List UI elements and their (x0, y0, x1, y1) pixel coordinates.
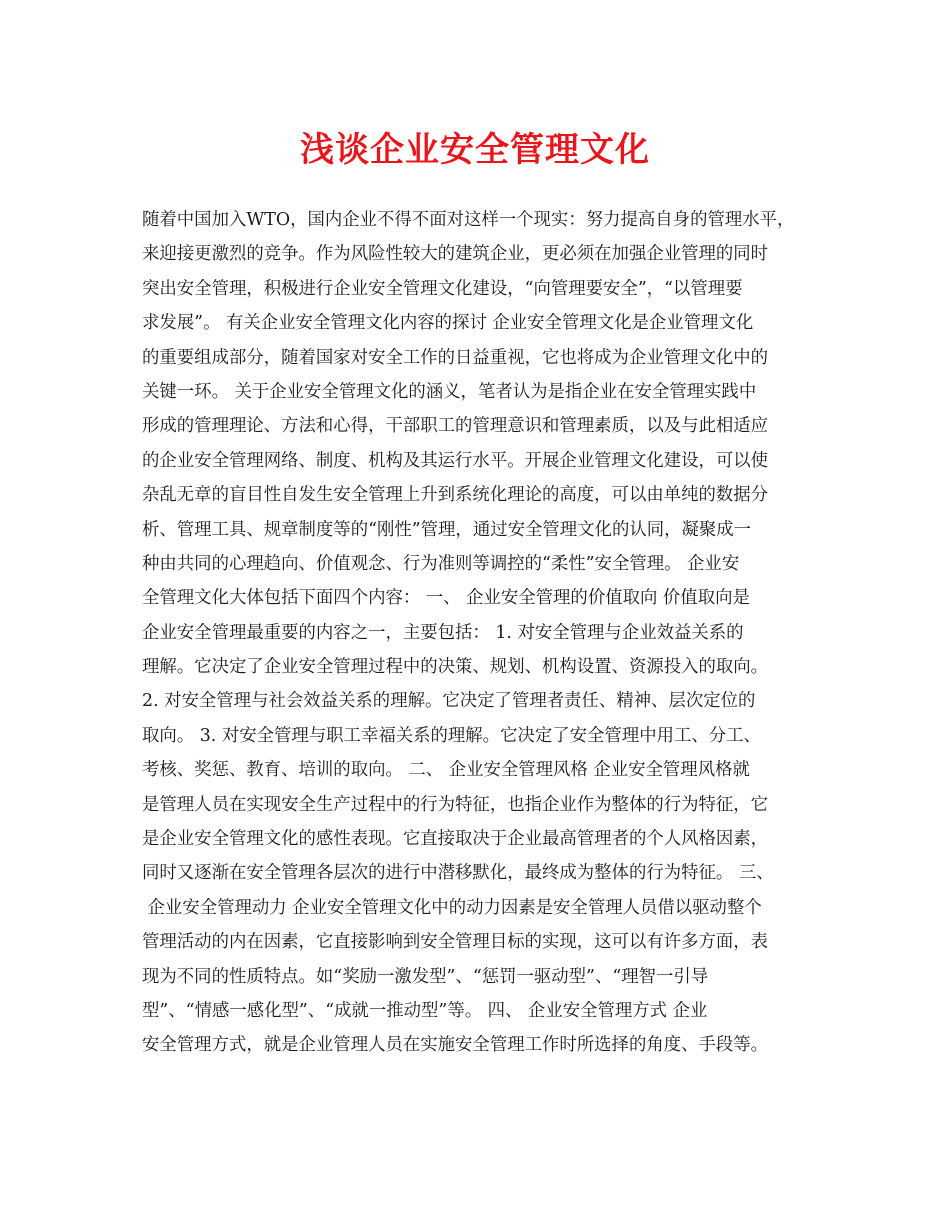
body-line: 企业安全管理动力 企业安全管理文化中的动力因素是安全管理人员借以驱动整个 (142, 897, 762, 918)
body-line: 考核、奖惩、教育、培训的取向。 二、 企业安全管理风格 企业安全管理风格就 (142, 760, 750, 781)
body-line: 管理活动的内在因素，它直接影响到安全管理目标的实现，这可以有许多方面，表 (142, 932, 769, 953)
body-line: 形成的管理理论、方法和心得，干部职工的管理意识和管理素质，以及与此相适应 (142, 416, 769, 437)
body-line: 型”、“情感一感化型”、“成就一推动型”等。 四、 企业安全管理方式 企业 (142, 1000, 708, 1021)
body-line: 取向。 3. 对安全管理与职工幸福关系的理解。它决定了安全管理中用工、分工、 (142, 725, 761, 746)
body-line: 析、管理工具、规章制度等的“刚性”管理，通过安全管理文化的认同，凝聚成一 (142, 519, 752, 540)
body-line: 来迎接更激烈的竞争。作为风险性较大的建筑企业，更必须在加强企业管理的同时 (142, 244, 769, 265)
body-line: 随着中国加入WTO，国内企业不得不面对这样一个现实：努力提高自身的管理水平， (142, 210, 795, 230)
body-line: 种由共同的心理趋向、价值观念、行为准则等调控的“柔性”安全管理。 企业安 (142, 553, 740, 574)
body-line: 2. 对安全管理与社会效益关系的理解。它决定了管理者责任、精神、层次定位的 (142, 691, 756, 712)
body-line: 是管理人员在实现安全生产过程中的行为特征，也指企业作为整体的行为特征，它 (142, 794, 769, 815)
body-line: 突出安全管理，积极进行企业安全管理文化建设，“向管理要安全”，“以管理要 (142, 278, 743, 299)
body-line: 关键一环。 关于企业安全管理文化的涵义，笔者认为是指企业在安全管理实践中 (142, 381, 757, 402)
body-line: 理解。它决定了企业安全管理过程中的决策、规划、机构设置、资源投入的取向。 (142, 657, 769, 678)
body-line: 现为不同的性质特点。如“奖励一激发型”、“惩罚一驱动型”、“理智一引导 (142, 966, 709, 987)
body-line: 的企业安全管理网络、制度、机构及其运行水平。开展企业管理文化建设，可以使 (142, 450, 769, 471)
body-line: 的重要组成部分，随着国家对安全工作的日益重视，它也将成为企业管理文化中的 (142, 347, 769, 368)
body-line: 杂乱无章的盲目性自发生安全管理上升到系统化理论的高度，可以由单纯的数据分 (142, 485, 769, 506)
document-body (142, 203, 832, 1063)
body-line: 安全管理方式，就是企业管理人员在实施安全管理工作时所选择的角度、手段等。 (142, 1035, 769, 1056)
body-line: 企业安全管理最重要的内容之一，主要包括： 1. 对安全管理与企业效益关系的 (142, 622, 744, 643)
body-line: 全管理文化大体包括下面四个内容： 一、 企业安全管理的价值取向 价值取向是 (142, 588, 750, 609)
body-line: 求发展”。 有关企业安全管理文化内容的探讨 企业安全管理文化是企业管理文化 (142, 313, 754, 334)
body-line: 同时又逐渐在安全管理各层次的进行中潜移默化，最终成为整体的行为特征。 三、 (142, 863, 774, 884)
document-title: 浅谈企业安全管理文化 (300, 130, 650, 170)
body-line: 是企业安全管理文化的感性表现。它直接取决于企业最高管理者的个人风格因素， (142, 829, 769, 850)
